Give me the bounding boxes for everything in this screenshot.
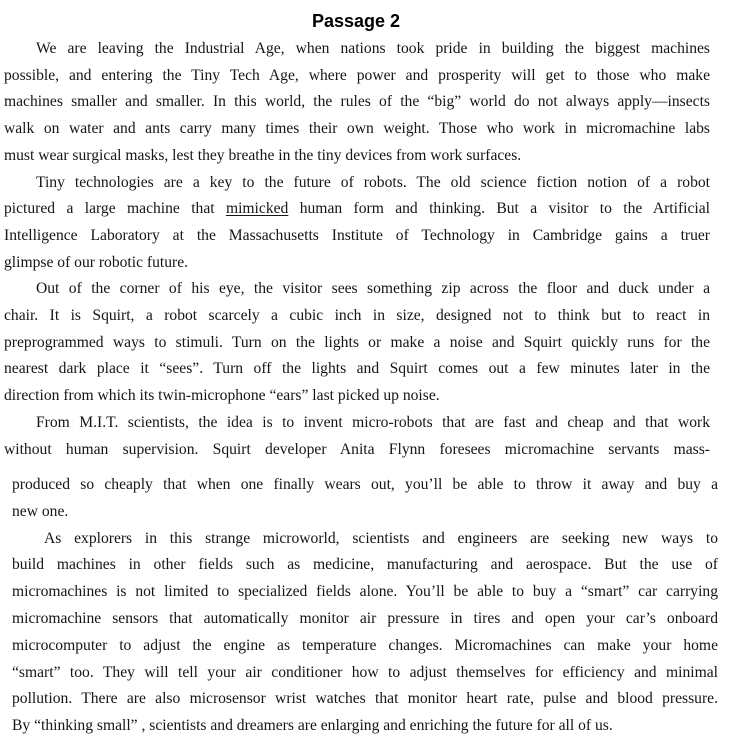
paragraph-5-line-2: build machines in other fields such as medicine, manufacturing and aerospace. But the use of [12,556,718,574]
paragraph-3-line-5: direction from which its twin-microphone “ears” last picked up noise. [4,387,440,405]
paragraph-5-line-5: microcomputer to adjust the engine as temperature changes. Micromachines can make your home [12,636,718,654]
paragraph-3-line-2: chair. It is Squirt, a robot scarcely a cubic inch in size, designed not to think but to react in [4,307,710,325]
paragraph-3-line-1: Out of the corner of his eye, the visitor sees something zip across the floor and duck under a [36,280,710,298]
text-block-lower [12,472,718,740]
paragraph-4-line-4: new one. [12,502,69,520]
paragraph-1-line-5: must wear surgical masks, lest they breathe in the tiny devices from work surfaces. [4,146,522,164]
paragraph-2-line-1: Tiny technologies are a key to the future of robots. The old science fiction notion of a robot [36,173,710,191]
paragraph-5-line-6: “smart” too. They will tell your air conditioner how to adjust themselves for efficiency and minimal [12,663,718,681]
paragraph-2-line-3: Intelligence Laboratory at the Massachusetts Institute of Technology in Cambridge gains a truer [4,226,710,244]
paragraph-1-line-2: possible, and entering the Tiny Tech Age, where power and prosperity will get to those who make [4,66,710,84]
paragraph-5-line-3: micromachines is not limited to specialized fields alone. You’ll be able to buy a “smart” car carrying [12,583,718,601]
paragraph-1-line-4: walk on water and ants carry many times their own weight. Those who work in micromachine labs [4,120,710,138]
paragraph-1-line-3: machines smaller and smaller. In this world, the rules of the “big” world do not always apply—insects [4,93,710,111]
paragraph-4-line-2: without human supervision. Squirt developer Anita Flynn foresees micromachine servants mass- [4,440,710,458]
paragraph-2-line-4: glimpse of our robotic future. [4,253,189,271]
paragraph-5-line-7: pollution. There are also microsensor wrist watches that monitor heart rate, pulse and blood pressure. [12,690,718,708]
underlined-word-mimicked: mimicked [225,200,289,218]
paragraph-1-line-1: We are leaving the Industrial Age, when nations took pride in building the biggest machines [36,40,710,57]
paragraph-5-line-8: By “thinking small” , scientists and dreamers are enlarging and enriching the future for all of us. [12,717,613,735]
paragraph-2-line-2-end: human form and thinking. But a visitor to the Artificial [288,200,710,218]
paragraph-2-line-2-start: pictured a large machine that [4,200,226,218]
paragraph-3-line-4: nearest dark place it “sees”. Turn off the lights and Squirt comes out a few minutes later in the [4,360,710,378]
paragraph-2-line-2 [4,196,710,223]
paragraph-5-line-1: As explorers in this strange microworld, scientists and engineers are seeking new ways to [44,529,718,547]
paragraph-5-line-4: micromachine sensors that automatically monitor air pressure in tires and open your car’s onboard [12,609,718,627]
paragraph-4-line-1: From M.I.T. scientists, the idea is to invent micro-robots that are fast and cheap and that work [36,413,710,431]
passage-title: Passage 2 [311,11,401,31]
paragraph-4-line-3: produced so cheaply that when one finally wears out, you’ll be able to throw it away and buy a [12,476,718,493]
text-block-upper [4,36,710,463]
paragraph-3-line-3: preprogrammed ways to stimuli. Turn on the lights or make a noise and Squirt quickly runs for the [4,333,710,351]
